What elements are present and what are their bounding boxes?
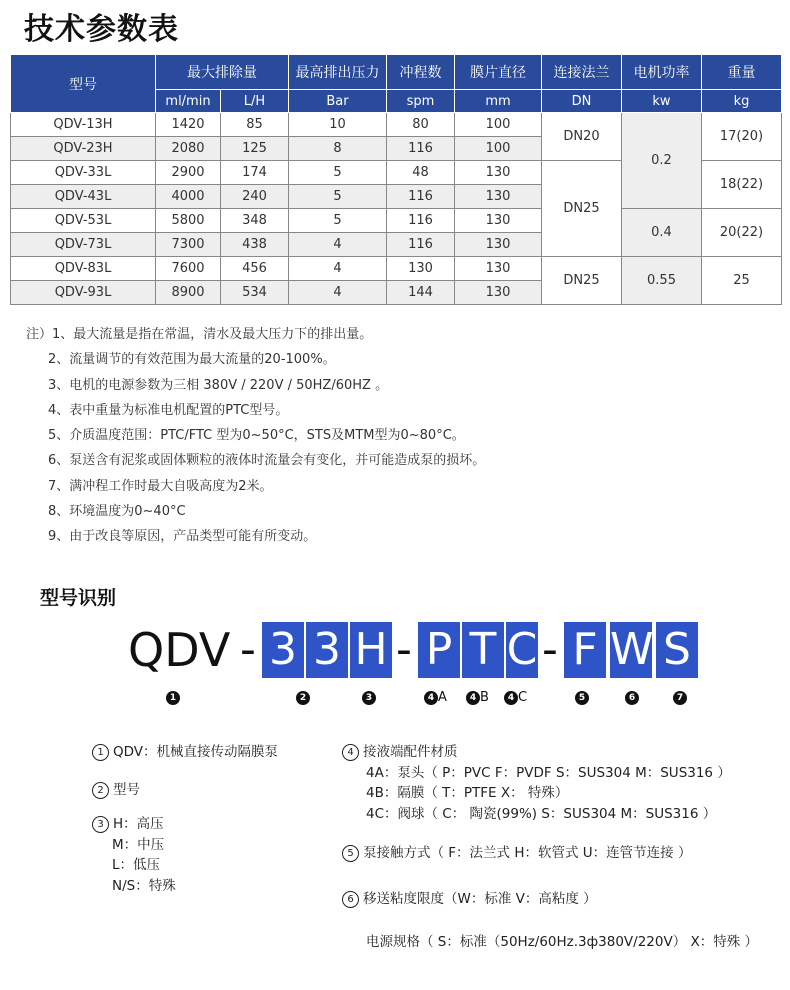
marker: 2 [296, 690, 310, 705]
legend-6: 6 移送粘度限度（W：标准 V：高粘度 ） [342, 889, 597, 910]
cell-spm: 130 [387, 257, 455, 281]
model-char-box: S [656, 622, 698, 678]
model-char-box: W [610, 622, 652, 678]
unit-dn: DN [542, 90, 622, 113]
notes-list [26, 322, 485, 550]
model-id-title: 型号识别 [40, 587, 117, 609]
cell-lh: 85 [221, 113, 289, 137]
table-row [11, 113, 782, 137]
cell-bar: 4 [289, 233, 387, 257]
cell-mm: 130 [455, 257, 542, 281]
unit-kw: kw [622, 90, 702, 113]
unit-kg: kg [702, 90, 782, 113]
cell-dn: DN25 [542, 257, 622, 305]
note-item: 7、满冲程工作时最大自吸高度为2米。 [48, 478, 273, 494]
cell-lh: 534 [221, 281, 289, 305]
cell-dn: DN20 [542, 113, 622, 161]
cell-bar: 10 [289, 113, 387, 137]
cell-model: QDV-43L [11, 185, 156, 209]
cell-model: QDV-93L [11, 281, 156, 305]
cell-lh: 174 [221, 161, 289, 185]
header-flange: 连接法兰 [542, 55, 622, 90]
cell-kg: 25 [702, 257, 782, 305]
cell-mm: 130 [455, 161, 542, 185]
legend-1: 1 QDV：机械直接传动隔膜泵 [92, 742, 278, 763]
header-diaphragm: 膜片直径 [455, 55, 542, 90]
cell-ml: 8900 [156, 281, 221, 305]
note-item: 6、泵送含有泥浆或固体颗粒的液体时流量会有变化，并可能造成泵的损坏。 [48, 453, 486, 469]
marker: 4 B [466, 690, 489, 705]
cell-model: QDV-23H [11, 137, 156, 161]
cell-bar: 5 [289, 185, 387, 209]
table-row [11, 257, 782, 281]
cell-lh: 438 [221, 233, 289, 257]
legend-2: 2 型号 [92, 780, 140, 801]
cell-spm: 116 [387, 233, 455, 257]
model-char-box: T [462, 622, 504, 678]
model-char-box: 3 [262, 622, 304, 678]
cell-dn: DN25 [542, 161, 622, 257]
note-item: 4、表中重量为标准电机配置的PTC型号。 [48, 402, 289, 418]
cell-model: QDV-53L [11, 209, 156, 233]
header-stroke: 冲程数 [387, 55, 455, 90]
cell-model: QDV-33L [11, 161, 156, 185]
model-char-box: H [350, 622, 392, 678]
marker: 4 C [504, 690, 527, 705]
unit-lh: L/H [221, 90, 289, 113]
cell-spm: 116 [387, 185, 455, 209]
cell-lh: 456 [221, 257, 289, 281]
cell-mm: 130 [455, 281, 542, 305]
model-char-box: 3 [306, 622, 348, 678]
marker: 5 [575, 690, 589, 705]
cell-lh: 348 [221, 209, 289, 233]
cell-mm: 100 [455, 137, 542, 161]
legend-7: 电源规格（ S：标准（50Hz/60Hz.3ф380V/220V） X：特殊 ） [366, 934, 759, 950]
model-prefix: QDV [128, 623, 231, 677]
cell-spm: 116 [387, 209, 455, 233]
note-item: 9、由于改良等原因，产品类型可能有所变动。 [48, 529, 317, 545]
cell-mm: 130 [455, 209, 542, 233]
cell-kw: 0.55 [622, 257, 702, 305]
cell-bar: 8 [289, 137, 387, 161]
model-dash: - [396, 624, 412, 675]
header-model: 型号 [11, 55, 156, 113]
unit-mm: mm [455, 90, 542, 113]
cell-ml: 4000 [156, 185, 221, 209]
cell-model: QDV-13H [11, 113, 156, 137]
cell-ml: 1420 [156, 113, 221, 137]
legend-4: 4 接液端配件材质 4A：泵头（ P：PVC F：PVDF S：SUS304 M：SUS316 ） 4B：隔膜（ T：PTFE X： 特殊） 4C：阀球（ C： 陶瓷(99%) S：SUS304 M：SUS316 ） [342, 742, 731, 824]
cell-model: QDV-83L [11, 257, 156, 281]
page-title: 技术参数表 [24, 12, 179, 47]
model-dash: - [240, 624, 256, 675]
cell-kg: 18(22) [702, 161, 782, 209]
note-item: 3、电机的电源参数为三相 380V / 220V / 50HZ/60HZ 。 [48, 377, 389, 393]
cell-kg: 20(22) [702, 209, 782, 257]
model-dash: - [542, 624, 558, 675]
cell-mm: 100 [455, 113, 542, 137]
table-row [11, 209, 782, 233]
cell-ml: 5800 [156, 209, 221, 233]
header-flow: 最大排除量 [156, 55, 289, 90]
cell-ml: 2900 [156, 161, 221, 185]
marker: 3 [362, 690, 376, 705]
cell-ml: 2080 [156, 137, 221, 161]
note-item: 8、环境温度为0~40°C [48, 504, 186, 520]
model-char-box: P [418, 622, 460, 678]
cell-kg: 17(20) [702, 113, 782, 161]
model-char-box: C [506, 622, 538, 678]
cell-spm: 48 [387, 161, 455, 185]
unit-spm: spm [387, 90, 455, 113]
note-item: 2、流量调节的有效范围为最大流量的20-100%。 [48, 352, 336, 368]
cell-bar: 5 [289, 209, 387, 233]
note-item: 5、介质温度范围：PTC/FTC 型为0~50°C，STS及MTM型为0~80°C。 [48, 428, 465, 444]
legend-3: 3 H：高压 M：中压 L：低压 N/S：特殊 [92, 814, 176, 896]
cell-ml: 7600 [156, 257, 221, 281]
marker: 1 [166, 690, 180, 705]
cell-lh: 125 [221, 137, 289, 161]
spec-table [10, 54, 782, 305]
cell-mm: 130 [455, 185, 542, 209]
cell-bar: 4 [289, 257, 387, 281]
header-weight: 重量 [702, 55, 782, 90]
header-power: 电机功率 [622, 55, 702, 90]
cell-bar: 4 [289, 281, 387, 305]
cell-spm: 116 [387, 137, 455, 161]
cell-bar: 5 [289, 161, 387, 185]
cell-spm: 80 [387, 113, 455, 137]
unit-ml: ml/min [156, 90, 221, 113]
cell-ml: 7300 [156, 233, 221, 257]
cell-model: QDV-73L [11, 233, 156, 257]
cell-kw: 0.2 [622, 113, 702, 209]
cell-mm: 130 [455, 233, 542, 257]
note-item: 注）1、最大流量是指在常温，清水及最大压力下的排出量。 [26, 327, 373, 342]
marker: 7 [673, 690, 687, 705]
legend-5: 5 泵接触方式（ F：法兰式 H：软管式 U：连管节连接 ） [342, 843, 691, 864]
cell-spm: 144 [387, 281, 455, 305]
model-char-box: F [564, 622, 606, 678]
cell-lh: 240 [221, 185, 289, 209]
cell-kw: 0.4 [622, 209, 702, 257]
marker: 6 [625, 690, 639, 705]
marker: 4 A [424, 690, 447, 705]
unit-bar: Bar [289, 90, 387, 113]
header-pressure: 最高排出压力 [289, 55, 387, 90]
